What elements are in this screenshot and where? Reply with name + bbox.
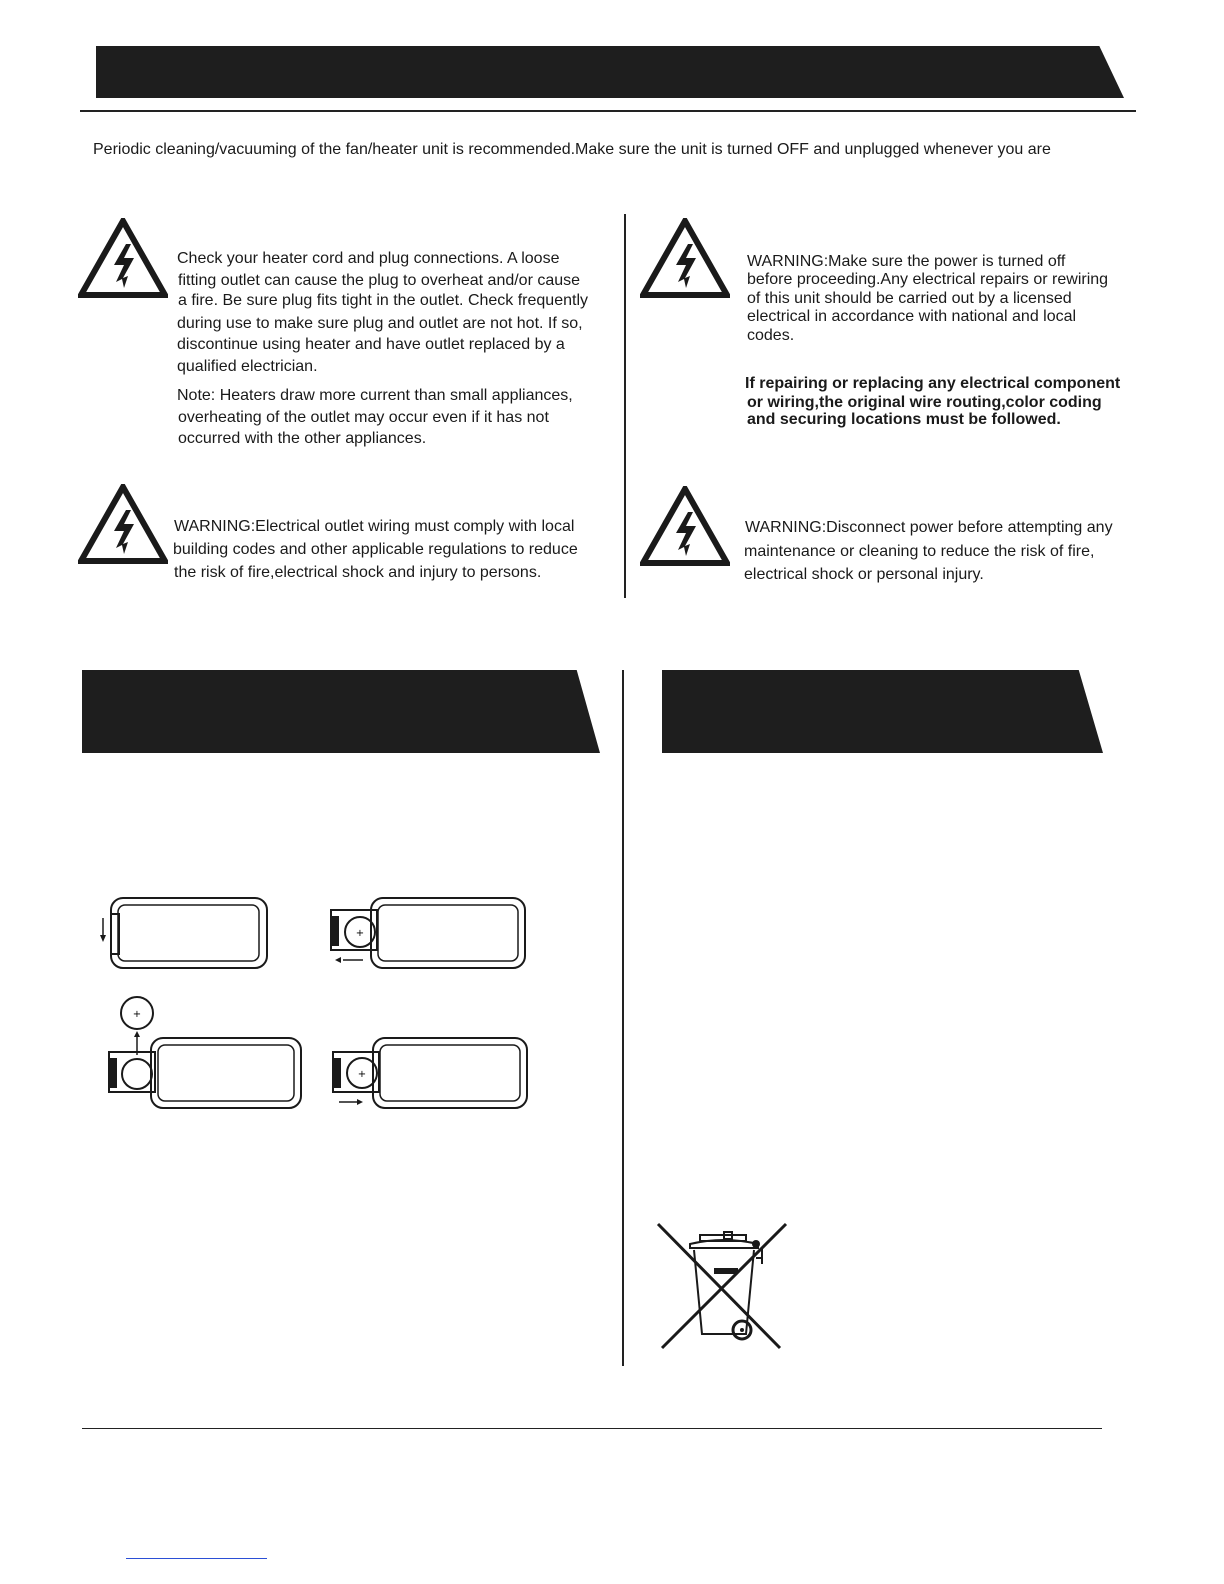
step-2-remote [331, 898, 525, 968]
warning-line: discontinue using heater and have outlet replaced by a [177, 336, 565, 353]
bold-line: or wiring,the original wire routing,color coding [747, 394, 1102, 411]
warning-line: WARNING:Make sure the power is turned off [747, 253, 1066, 270]
warning-line: electrical in accordance with national and local [747, 308, 1077, 325]
warning-line: WARNING:Electrical outlet wiring must comply with local [174, 518, 575, 535]
step-3-remote [109, 997, 301, 1108]
warning-line: a fire. Be sure plug fits tight in the outlet. Check frequently [178, 292, 588, 309]
warning-line: before proceeding.Any electrical repairs or rewiring [747, 271, 1109, 288]
warning-line: building codes and other applicable regulations to reduce [173, 541, 578, 558]
warning-line: of this unit should be carried out by a licensed [747, 290, 1072, 307]
electrical-hazard-icon [78, 218, 168, 298]
svg-text:+: + [132, 1009, 142, 1020]
svg-text:+: + [355, 928, 365, 939]
maintenance-intro: Periodic cleaning/vacuuming of the fan/heater unit is recommended.Make sure the unit is turned OFF and unplugged whenever you are [93, 141, 1051, 158]
warning-line: during use to make sure plug and outlet are not hot. If so, [177, 315, 583, 332]
crossed-out-bin-icon [654, 1222, 790, 1352]
link-underline[interactable] [126, 1558, 267, 1559]
warning-line: maintenance or cleaning to reduce the risk of fire, [744, 543, 1095, 560]
left-section-banner [82, 670, 600, 753]
note-line: Note: Heaters draw more current than small appliances, [177, 387, 573, 404]
electrical-hazard-icon [640, 218, 730, 298]
step-4-remote [333, 1038, 527, 1108]
bottom-divider [82, 1428, 1102, 1429]
note-line: occurred with the other appliances. [178, 430, 427, 447]
column-divider-top [624, 214, 626, 598]
svg-text:+: + [357, 1069, 367, 1080]
warning-line: WARNING:Disconnect power before attempting any [745, 519, 1113, 536]
warning-line: fitting outlet can cause the plug to overheat and/or cause [178, 272, 581, 289]
step-1-remote [100, 898, 267, 968]
battery-replacement-diagram [95, 890, 535, 1115]
warning-line: the risk of fire,electrical shock and injury to persons. [174, 564, 542, 581]
warning-line: electrical shock or personal injury. [744, 566, 984, 583]
column-divider-bottom [622, 670, 624, 1366]
electrical-hazard-icon [78, 484, 168, 564]
warning-line: codes. [747, 327, 795, 344]
top-section-banner [96, 46, 1124, 98]
warning-line: Check your heater cord and plug connections. A loose [177, 250, 560, 267]
electrical-hazard-icon [640, 486, 730, 566]
top-divider [80, 110, 1136, 112]
note-line: overheating of the outlet may occur even if it has not [178, 409, 549, 426]
right-section-banner [662, 670, 1103, 753]
warning-line: qualified electrician. [177, 358, 318, 375]
bold-line: and securing locations must be followed. [747, 411, 1061, 428]
bold-line: If repairing or replacing any electrical component [745, 375, 1121, 392]
